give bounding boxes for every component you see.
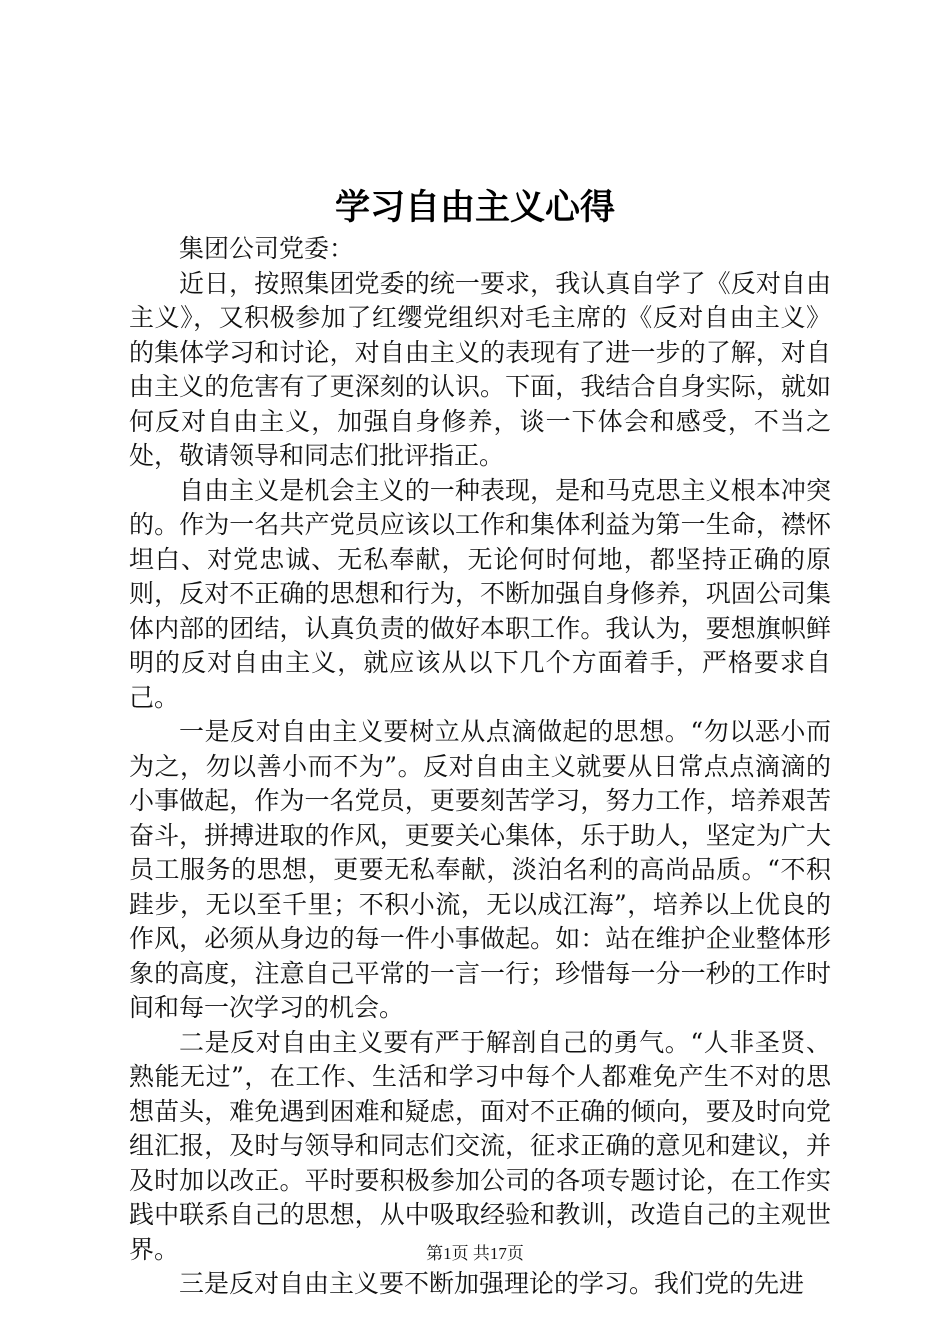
document-title: 学习自由主义心得	[334, 187, 615, 228]
document-body	[129, 232, 831, 1302]
paragraph-3: 一是反对自由主义要树立从点滴做起的思想。“勿以恶小而为之，勿以善小而不为”。反对自由主义就要从日常点点滴滴的小事做起，作为一名党员，更要刻苦学习，努力工作，培养艰苦奋斗，拼搏进取的作风，更要关心集体，乐于助人，坚定为广大员工服务的思想，更要无私奉献，淡泊名利的高尚品质。“不积跬步，无以至千里；不积小流，无以成江海”，培养以上优良的作风，必须从身边的每一件小事做起。如：站在维护企业整体形象的高度，注意自己平常的一言一行；珍惜每一分一秒的工作时间和每一次学习的机会。	[129, 717, 831, 1022]
page-number-footer: 第1页 共17页	[426, 1244, 524, 1263]
paragraph-2: 自由主义是机会主义的一种表现，是和马克思主义根本冲突的。作为一名共产党员应该以工作和集体利益为第一生命，襟怀坦白、对党忠诚、无私奉献，无论何时何地，都坚持正确的原则，反对不正确的思想和行为，不断加强自身修养，巩固公司集体内部的团结，认真负责的做好本职工作。我认为，要想旗帜鲜明的反对自由主义，就应该从以下几个方面着手，严格要求自己。	[129, 475, 831, 712]
salutation: 集团公司党委：	[179, 234, 355, 263]
paragraph-4: 二是反对自由主义要有严于解剖自己的勇气。“人非圣贤、熟能无过”，在工作、生活和学习中每个人都难免产生不对的思想苗头，难免遇到困难和疑虑，面对不正确的倾向，要及时向党组汇报，及时与领导和同志们交流，征求正确的意见和建议，并及时加以改正。平时要积极参加公司的各项专题讨论，在工作实践中联系自己的思想，从中吸取经验和教训，改造自己的主观世界。	[129, 1027, 831, 1264]
paragraph-1: 近日，按照集团党委的统一要求，我认真自学了《反对自由主义》，又积极参加了红缨党组织对毛主席的《反对自由主义》的集体学习和讨论，对自由主义的表现有了进一步的了解，对自由主义的危害有了更深刻的认识。下面，我结合自身实际，就如何反对自由主义，加强自身修养，谈一下体会和感受，不当之处，敬请领导和同志们批评指正。	[129, 268, 831, 470]
paragraph-5: 三是反对自由主义要不断加强理论的学习。我们党的先进	[179, 1269, 805, 1298]
